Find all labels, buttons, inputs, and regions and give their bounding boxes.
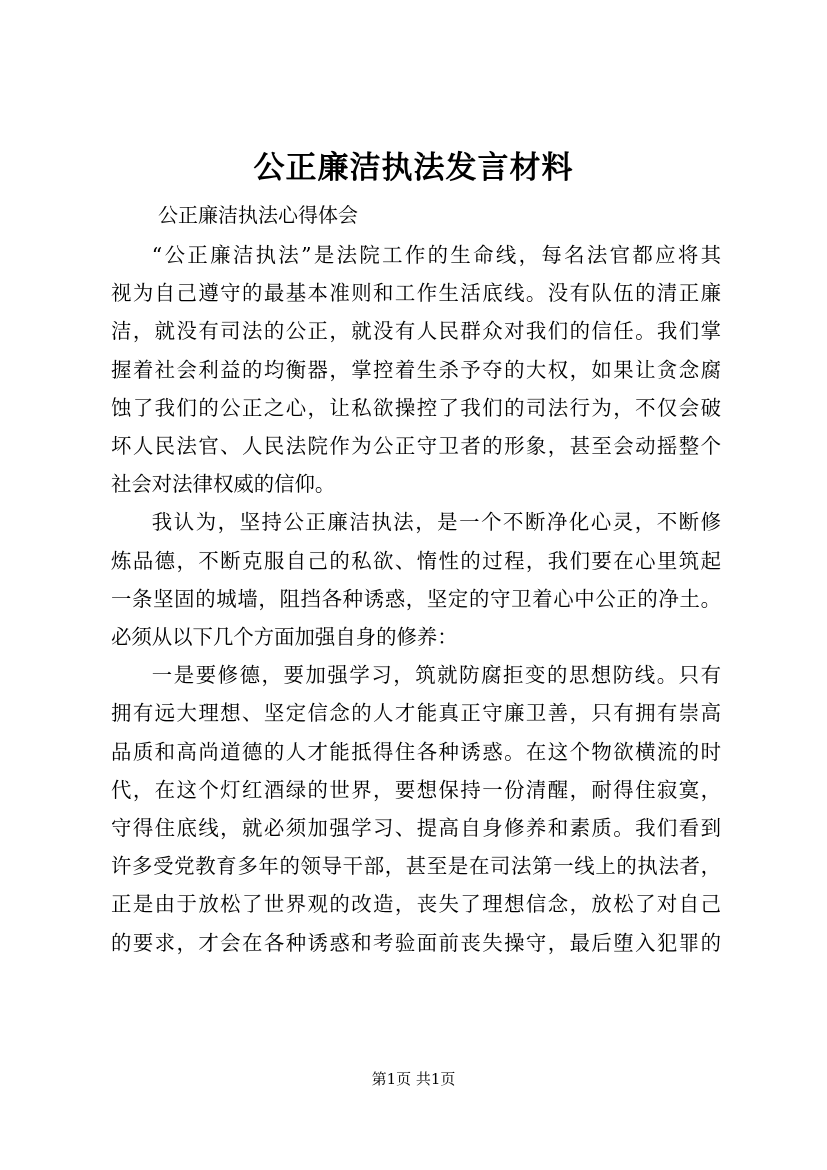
text-line: 许多受党教育多年的领导干部，甚至是在司法第一线上的执法者， [111, 854, 721, 879]
text-line: 社会对法律权威的信仰。 [111, 472, 336, 497]
page-title: 公正廉洁执法发言材料 [253, 150, 574, 186]
text-line: 守得住底线，就必须加强学习、提高自身修养和素质。我们看到 [111, 816, 721, 841]
paragraph-3 [111, 656, 721, 962]
text-line: 一条坚固的城墙，阻挡各种诱惑，坚定的守卫着心中公正的净土。 [111, 586, 721, 611]
text-line: 品质和高尚道德的人才能抵得住各种诱惑。在这个物欲横流的时 [111, 739, 721, 764]
text-line: 的要求，才会在各种诱惑和考验面前丧失操守，最后堕入犯罪的 [111, 930, 721, 955]
paragraph-2 [111, 503, 721, 656]
text-line: 炼品德，不断克服自己的私欲、惰性的过程，我们要在心里筑起 [111, 548, 721, 573]
page-footer: 第1页 共1页 [371, 1070, 456, 1088]
document-subtitle: 公正廉洁执法心得体会 [158, 203, 358, 227]
text-line: 我认为，坚持公正廉洁执法，是一个不断净化心灵，不断修 [151, 510, 721, 535]
text-line: 正是由于放松了世界观的改造，丧失了理想信念，放松了对自己 [111, 892, 721, 917]
text-line: 蚀了我们的公正之心，让私欲操控了我们的司法行为，不仅会破 [111, 395, 721, 420]
text-line: 拥有远大理想、坚定信念的人才能真正守廉卫善，只有拥有崇高 [111, 701, 721, 726]
text-line: 握着社会利益的均衡器，掌控着生杀予夺的大权，如果让贪念腐 [111, 357, 721, 382]
text-line: 一是要修德，要加强学习，筑就防腐拒变的思想防线。只有 [151, 663, 721, 688]
text-line: 视为自己遵守的最基本准则和工作生活底线。没有队伍的清正廉 [111, 281, 721, 306]
paragraph-1 [111, 236, 721, 503]
text-line: 代，在这个灯红酒绿的世界，要想保持一份清醒，耐得住寂寞， [111, 777, 721, 802]
text-line: 坏人民法官、人民法院作为公正守卫者的形象，甚至会动摇整个 [111, 434, 721, 459]
text-line: 洁，就没有司法的公正，就没有人民群众对我们的信任。我们掌 [111, 319, 721, 344]
text-line: 必须从以下几个方面加强自身的修养： [111, 625, 458, 650]
text-line: “公正廉洁执法”是法院工作的生命线，每名法官都应将其 [151, 243, 721, 267]
document-body [111, 236, 721, 962]
